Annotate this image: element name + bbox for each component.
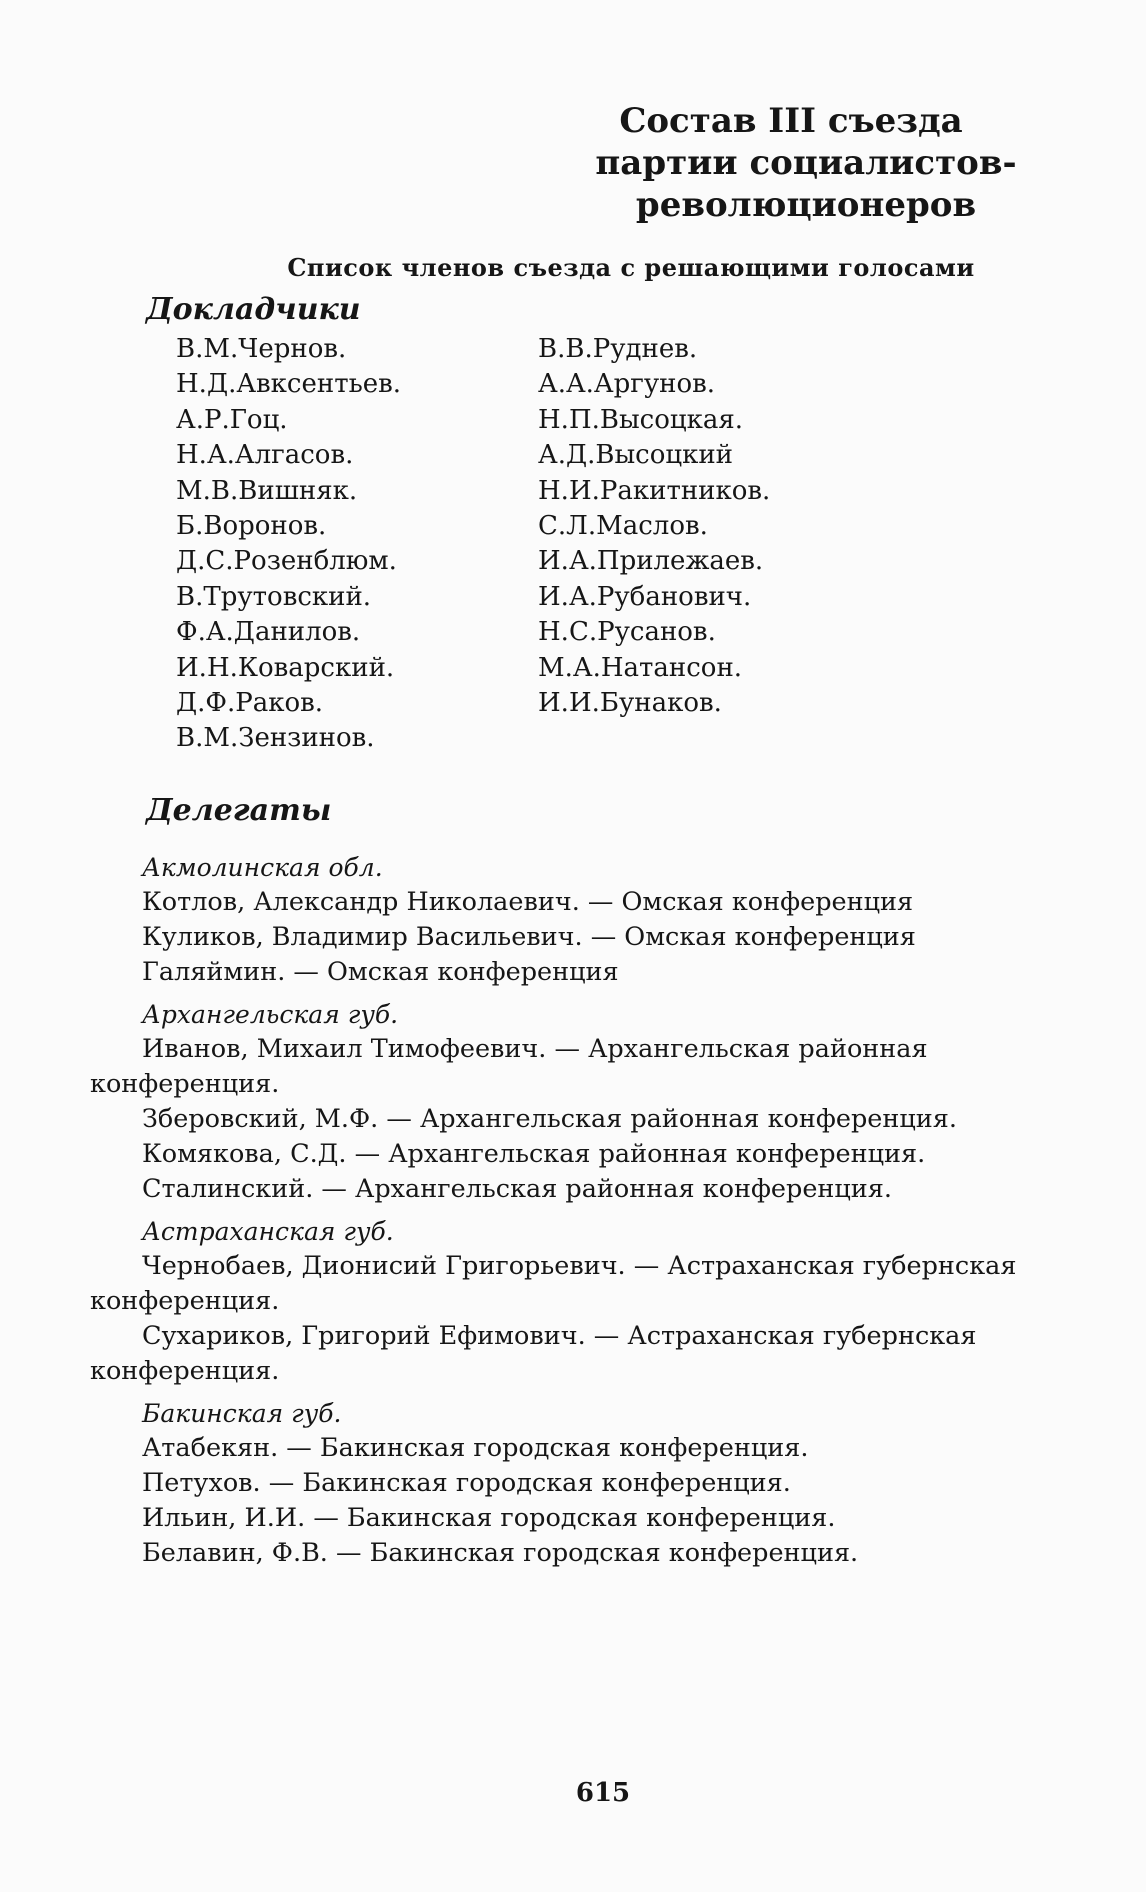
reporters-column-right bbox=[538, 332, 770, 757]
page-title bbox=[90, 100, 1112, 226]
delegate-entry: Атабекян. — Бакинская городская конференция. bbox=[142, 1432, 809, 1463]
reporter-name: И.И.Бунаков. bbox=[538, 688, 722, 719]
reporter-name: Н.И.Ракитников. bbox=[538, 475, 771, 506]
reporter-name: Н.П.Высоцкая. bbox=[538, 404, 744, 435]
delegate-entry: Зберовский, М.Ф. — Архангельская районная конференция. bbox=[142, 1103, 957, 1134]
delegate-entry: Сталинский. — Архангельская районная конференция. bbox=[142, 1173, 892, 1204]
reporter-name: С.Л.Маслов. bbox=[538, 511, 708, 542]
delegate-entry: Галяймин. — Омская конференция bbox=[142, 956, 619, 987]
region-heading: Бакинская губ. bbox=[142, 1398, 342, 1428]
region-heading: Астраханская губ. bbox=[142, 1216, 394, 1246]
list-subtitle: Список членов съезда с решающими голосами bbox=[287, 253, 975, 282]
reporter-name: Д.Ф.Раков. bbox=[176, 688, 324, 719]
reporter-name: И.А.Рубанович. bbox=[538, 581, 752, 612]
reporter-name: Н.Д.Авксентьев. bbox=[176, 369, 402, 400]
reporter-name: А.А.Аргунов. bbox=[538, 369, 716, 400]
reporters-heading: Докладчики bbox=[146, 292, 361, 327]
reporter-name: М.А.Натансон. bbox=[538, 652, 743, 683]
reporter-name: А.Р.Гоц. bbox=[176, 404, 288, 435]
delegate-entry: Комякова, С.Д. — Архангельская районная конференция. bbox=[142, 1138, 926, 1169]
region-heading: Акмолинская обл. bbox=[142, 852, 383, 882]
reporters-column-left bbox=[176, 332, 538, 757]
page-number: 615 bbox=[575, 1778, 631, 1808]
reporter-name: В.Трутовский. bbox=[176, 581, 372, 612]
reporter-name: И.А.Прилежаев. bbox=[538, 546, 764, 577]
reporters-list bbox=[176, 332, 1112, 757]
delegate-entry: Куликов, Владимир Васильевич. — Омская конференция bbox=[142, 921, 916, 952]
reporter-name: Ф.А.Данилов. bbox=[176, 617, 361, 648]
reporter-name: Б.Воронов. bbox=[176, 511, 327, 542]
reporter-name: Н.С.Русанов. bbox=[538, 617, 716, 648]
delegate-entry: Белавин, Ф.В. — Бакинская городская конференция. bbox=[142, 1537, 859, 1568]
title-line-2: партии социалистов-революционеров bbox=[595, 143, 1017, 225]
reporter-name: И.Н.Коварский. bbox=[176, 652, 395, 683]
region-heading: Архангельская губ. bbox=[142, 999, 399, 1029]
delegate-entry: Иванов, Михаил Тимофеевич. — Архангельская районная конференция. bbox=[90, 1033, 928, 1099]
delegates-heading: Делегаты bbox=[146, 792, 332, 828]
delegate-entry: Котлов, Александр Николаевич. — Омская конференция bbox=[142, 886, 914, 917]
reporter-name: Д.С.Розенблюм. bbox=[176, 546, 397, 577]
reporter-name: А.Д.Высоцкий bbox=[538, 440, 733, 471]
reporter-name: М.В.Вишняк. bbox=[176, 475, 358, 506]
delegate-entry: Петухов. — Бакинская городская конференция. bbox=[142, 1467, 791, 1498]
reporter-name: В.М.Чернов. bbox=[176, 334, 347, 364]
reporter-name: В.М.Зензинов. bbox=[176, 723, 375, 754]
delegate-entry: Чернобаев, Дионисий Григорьевич. — Астраханская губернская конференция. bbox=[90, 1250, 1017, 1316]
reporter-name: В.В.Руднев. bbox=[538, 334, 698, 364]
page-content bbox=[90, 100, 1112, 1571]
delegate-entry: Сухариков, Григорий Ефимович. — Астраханская губернская конференция. bbox=[90, 1320, 977, 1386]
reporter-name: Н.А.Алгасов. bbox=[176, 440, 354, 471]
title-line-1: Состав III съезда bbox=[619, 101, 963, 141]
delegate-entry: Ильин, И.И. — Бакинская городская конференция. bbox=[142, 1502, 836, 1533]
